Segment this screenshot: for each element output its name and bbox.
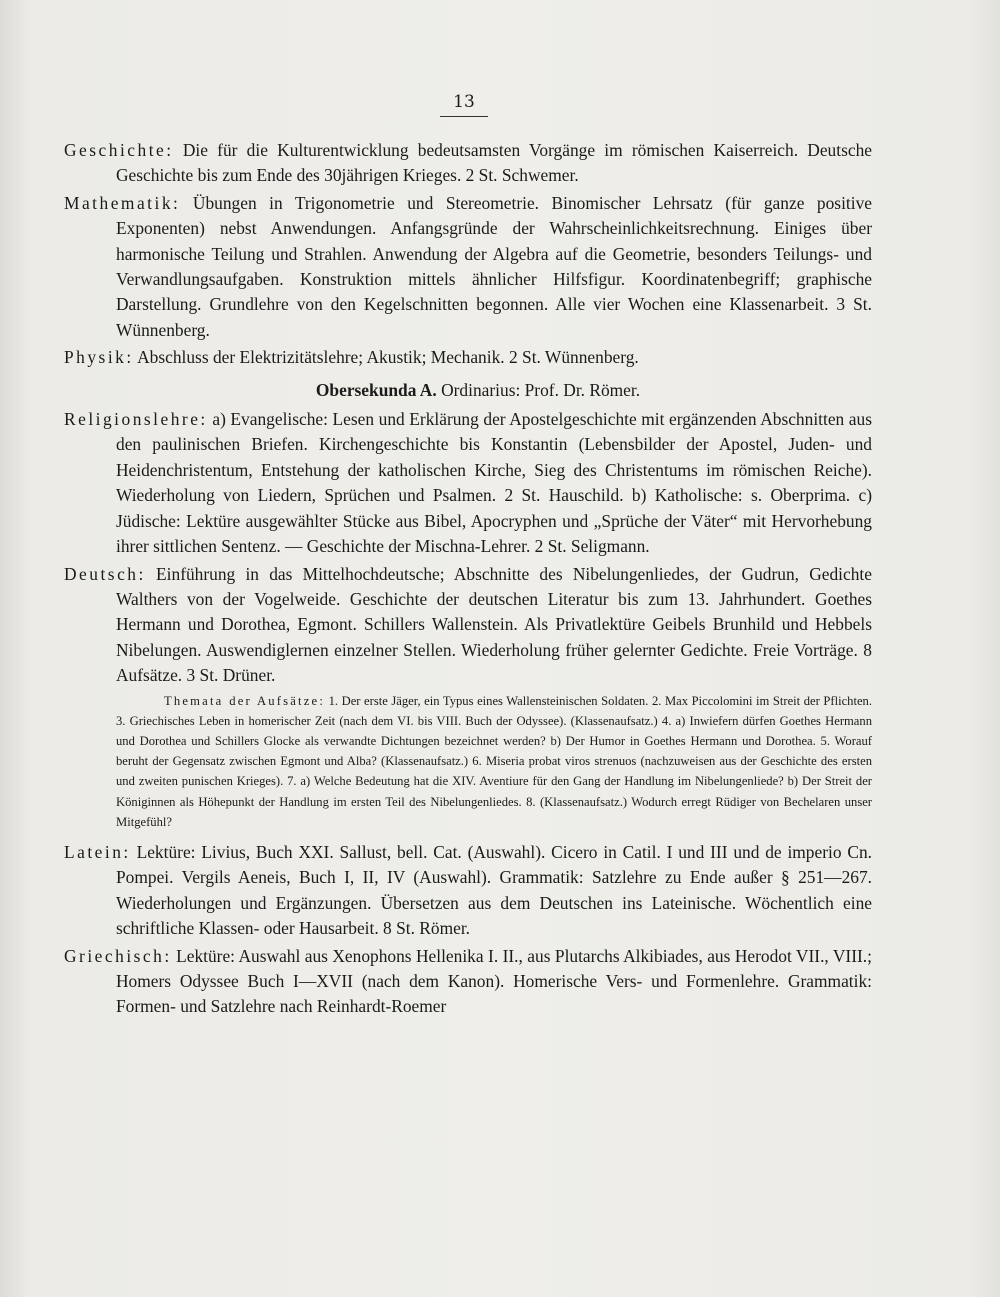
subject-label: Mathematik: — [64, 192, 181, 213]
themata-text: 1. Der erste Jäger, ein Typus eines Wallensteinischen Soldaten. 2. Max Piccolomini im Streit der Pflichten. 3. Griechisches Leben in homerischer Zeit (nach dem VI. bis VIII. Buch der Odyssee). (Klassenaufsatz.) 4. a) Inwiefern dürfen Goethes Hermann und Dorothea und Schillers Glocke als verwandte Dichtungen bezeichnet werden? b) Der Humor in Goethes Hermann und Dorothea. 5. Worauf beruht der Gegensatz zwischen Egmont und Alba? (Klassenaufsatz.) 6. Miseria probat viros strenuos (nachzuweisen aus der Geschichte des ersten und zweiten punischen Krieges). 7. a) Welche Bedeutung hat die XIV. Aventiure für den Gang der Handlung im Nibelungenliede? b) Der Streit der Königinnen als Höhepunkt der Handlung im ersten Teil des Nibelungenliedes. 8. (Klassenaufsatz.) Wodurch erregt Rüdiger von Bechelaren unser Mitgefühl? — [116, 693, 872, 829]
section-text: Lektüre: Livius, Buch XXI. Sallust, bell. Cat. (Auswahl). Cicero in Catil. I und III und de imperio Cn. Pompei. Vergils Aeneis, Buch I, II, IV (Auswahl). Grammatik: Satzlehre zu Ende außer § 251—267. Wiederholungen und Ergänzungen. Übersetzen aus dem Deutschen ins Lateinische. Wöchentlich eine schriftliche Klassen- oder Hausarbeit. 8 St. Römer. — [116, 841, 872, 939]
subject-label: Deutsch: — [64, 563, 146, 584]
themata-label: Themata der Aufsätze: — [164, 693, 326, 708]
section-text: Die für die Kulturentwicklung bedeutsamsten Vorgänge im römischen Kaiserreich. Deutsche Geschichte bis zum Ende des 30jährigen Krieges. 2 St. Schwemer. — [116, 140, 872, 186]
section-deutsch — [64, 562, 872, 689]
class-title: Obersekunda A. — [315, 379, 437, 400]
section-geschichte — [64, 138, 872, 189]
section-text: Einführung in das Mittelhochdeutsche; Abschnitte des Nibelungenliedes, der Gudrun, Gedichte Walthers von der Vogelweide. Geschichte der deutschen Literatur bis zum 13. Jahrhundert. Goethes Hermann und Dorothea, Egmont. Schillers Wallenstein. Als Privatlektüre Geibels Brunhild und Hebbels Nibelungen. Auswendiglernen einzelner Stellen. Wiederholung früher gelernter Gedichte. Freie Vorträge. 8 Aufsätze. 3 St. Drüner. — [116, 563, 872, 686]
section-physik — [64, 345, 872, 370]
class-heading — [64, 378, 872, 403]
section-text: a) Evangelische: Lesen und Erklärung der Apostelgeschichte mit ergänzenden Abschnitten aus den paulinischen Briefen. Kirchengeschichte bis Konstantin (Lebensbilder der Apostel, Juden- und Heidenchristentum, Entstehung der katholischen Kirche, Sieg des Christentums im römischen Reiche). Wiederholung von Liedern, Sprüchen und Psalmen. 2 St. Hauschild. b) Katholische: s. Oberprima. c) Jüdische: Lektüre ausgewählter Stücke aus Bibel, Apocryphen und „Sprüche der Väter“ mit Hervorhebung ihrer sittlichen Sentenz. — Geschichte der Mischna-Lehrer. 2 St. Seligmann. — [116, 409, 872, 557]
subject-label: Religionslehre: — [64, 409, 208, 430]
subject-label: Griechisch: — [64, 945, 172, 966]
themata-block — [116, 691, 872, 832]
section-religionslehre — [64, 407, 872, 559]
section-text: Übungen in Trigonometrie und Stereometrie. Binomischer Lehrsatz (für ganze positive Exponenten) nebst Anwendungen. Anfangsgründe der Wahrscheinlichkeitsrechnung. Einiges über harmonische Teilung und Strahlen. Anwendung der Algebra auf die Geometrie, besonders Teilungs- und Verwandlungsaufgaben. Konstruktion mittels ähnlicher Hilfsfigur. Koordinatenbegriff; graphische Darstellung. Grundlehre von den Kegelschnitten begonnen. Alle vier Wochen eine Klassenarbeit. 3 St. Wünnenberg. — [116, 192, 872, 340]
page-content — [64, 138, 872, 1022]
subject-label: Latein: — [64, 841, 131, 862]
subject-label: Geschichte: — [64, 140, 174, 160]
section-griechisch — [64, 944, 872, 1020]
subject-label: Physik: — [64, 347, 134, 368]
section-text: Abschluss der Elektrizitätslehre; Akustik; Mechanik. 2 St. Wünnenberg. — [137, 347, 639, 368]
section-mathematik — [64, 191, 872, 343]
section-text: Lektüre: Auswahl aus Xenophons Hellenika I. II., aus Plutarchs Alkibiades, aus Herodot VII., VIII.; Homers Odyssee Buch I—XVII (nach dem Kanon). Homerische Vers- und Formenlehre. Grammatik: Formen- und Satzlehre nach Reinhardt-Roemer — [116, 945, 872, 1017]
page-number: 13 — [440, 92, 488, 117]
class-ordinarius: Ordinarius: Prof. Dr. Römer. — [441, 379, 641, 400]
section-latein — [64, 840, 872, 942]
